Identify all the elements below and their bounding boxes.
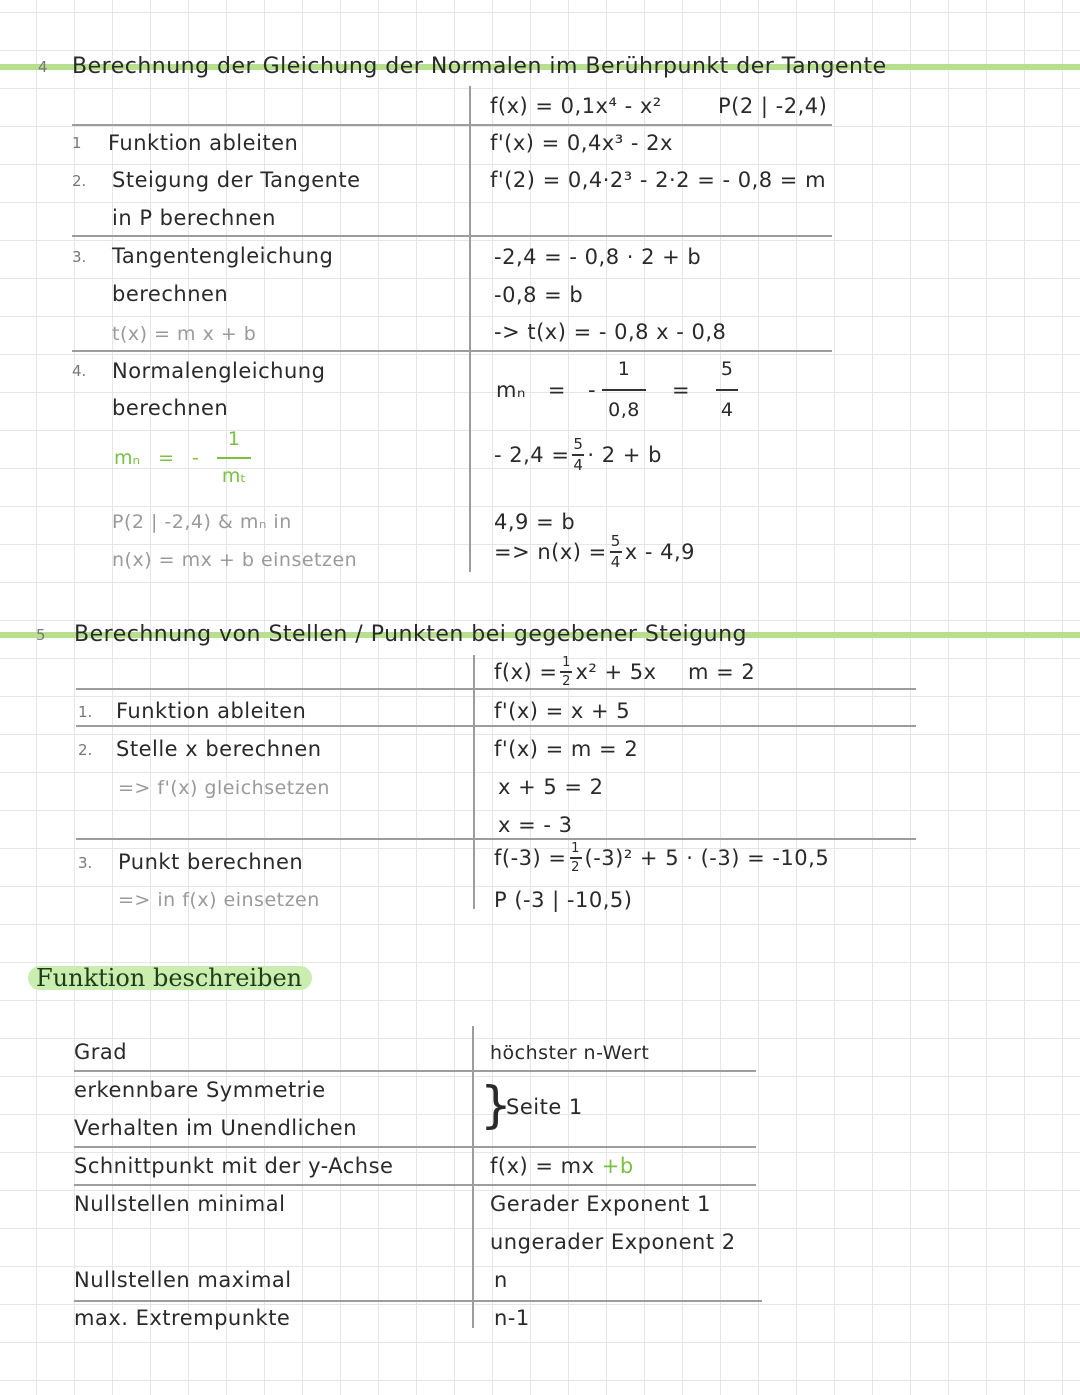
work-line4-right: x - 4,9 (624, 539, 696, 564)
work-line2-den: 4 (573, 455, 584, 474)
s4-step-3-work-line1: -2,4 = - 0,8 · 2 + b (494, 245, 702, 269)
s4-row-rule-3 (72, 350, 832, 352)
s4-step-3-work-line2: -0,8 = b (494, 283, 584, 307)
s4-given-function: f(x) = 0,1x⁴ - x² (490, 94, 662, 118)
s4-row-rule-2 (72, 235, 832, 237)
s5-step-3-fraction (570, 842, 582, 874)
describe-brace-text: Seite 1 (506, 1095, 583, 1119)
s5-step-2-work-line3: x = - 3 (498, 813, 573, 837)
s4-step-4-hint-line1: P(2 | -2,4) & mₙ in (112, 511, 292, 533)
s5-row-rule-1 (76, 688, 916, 690)
work-fraction-2 (716, 360, 738, 420)
s5-step-3-work-line1 (494, 842, 829, 874)
s5-row-rule-3 (76, 838, 916, 840)
s5-given-slope: m = 2 (688, 660, 756, 684)
work-line2-right: · 2 + b (587, 442, 662, 467)
hint-minus: - (192, 447, 199, 469)
work-fraction-2-num: 5 (720, 358, 734, 380)
s5-func-fraction (560, 656, 572, 688)
s4-step-4-label-line2: berechnen (112, 396, 229, 420)
work-fraction-1 (602, 360, 646, 420)
s4-step-3-label-line2: berechnen (112, 282, 229, 306)
describe-row-zeros-max-right: n (494, 1268, 508, 1292)
s4-row-rule-1 (72, 124, 832, 126)
s4-step-4-work-line3: 4,9 = b (494, 510, 576, 534)
work-fraction-1-den: 0,8 (608, 399, 640, 421)
s5-step-3-work-point: P (-3 | -10,5) (494, 888, 633, 912)
describe-row-grad-right: höchster n-Wert (490, 1042, 650, 1064)
describe-row-intercept-right (490, 1154, 634, 1178)
s4-step-4-hint-formula (114, 430, 257, 486)
s4-step-3-label-line1: Tangentengleichung (112, 244, 334, 268)
s5-func-num: 1 (562, 655, 571, 670)
s5-step-1-number: 1. (78, 703, 93, 721)
describe-row-rule-1 (74, 1070, 756, 1072)
s4-step-2-number: 2. (72, 172, 87, 190)
s5-step-2-work-line1: f'(x) = m = 2 (494, 737, 639, 761)
s4-step-2-label-line1: Steigung der Tangente (112, 168, 361, 192)
describe-row-grad-left: Grad (74, 1040, 128, 1064)
hint-fraction (217, 430, 251, 486)
describe-row-rule-3 (74, 1184, 756, 1186)
describe-row-rule-4 (74, 1300, 762, 1302)
describe-row-extrema-right: n-1 (494, 1306, 530, 1330)
describe-row-extrema-left: max. Extrempunkte (74, 1306, 291, 1330)
work-line4-num: 5 (610, 532, 621, 550)
s5-row-rule-2 (76, 725, 916, 727)
s5-step-3-number: 3. (78, 854, 93, 872)
work-eq1: = (547, 378, 566, 402)
s5-step-2-hint: => f'(x) gleichsetzen (118, 777, 330, 799)
s4-step-1-label: Funktion ableiten (108, 131, 299, 155)
s5-step-1-work: f'(x) = x + 5 (494, 699, 631, 723)
section-4-title: Berechnung der Gleichung der Normalen im Berührpunkt der Tangente (72, 54, 887, 79)
s4-step-4-hint-line2: n(x) = mx + b einsetzen (112, 549, 358, 571)
s5-step-3-work-right: (-3)² + 5 · (-3) = -10,5 (584, 845, 830, 870)
describe-row-zeros-min-right-1: Gerader Exponent 1 (490, 1192, 711, 1216)
s5-step-1-label: Funktion ableiten (116, 699, 307, 723)
describe-row-infinity-left: Verhalten im Unendlichen (74, 1116, 358, 1140)
s5-table-divider (473, 655, 475, 909)
s5-step-3-work-left: f(-3) = (494, 845, 567, 870)
work-minus: - (587, 378, 597, 402)
intercept-formula: f(x) = mx (490, 1154, 595, 1178)
work-line2-left: - 2,4 = (494, 442, 570, 467)
describe-row-zeros-min-right-2: ungerader Exponent 2 (490, 1230, 736, 1254)
brace-icon: } (480, 1076, 512, 1134)
s4-table-divider (469, 86, 471, 572)
s5-step-3-den: 2 (571, 859, 580, 875)
s4-step-3-hint: t(x) = m x + b (112, 323, 257, 345)
describe-row-intercept-left: Schnittpunkt mit der y-Achse (74, 1154, 394, 1178)
section-5-title: Berechnung von Stellen / Punkten bei gegebener Steigung (74, 622, 747, 647)
work-fraction-1-num: 1 (617, 358, 631, 380)
work-eq2: = (672, 378, 691, 402)
work-mn: mₙ (496, 378, 526, 402)
s4-step-4-work-line4 (494, 534, 695, 570)
work-fraction-2-den: 4 (720, 399, 734, 421)
s5-step-2-work-line2: x + 5 = 2 (498, 775, 604, 799)
work-line2-fraction (572, 437, 584, 473)
s4-given-point: P(2 | -2,4) (718, 94, 828, 118)
describe-row-zeros-min-left: Nullstellen minimal (74, 1192, 286, 1216)
work-line4-fraction (610, 534, 622, 570)
s5-given-function (494, 656, 657, 688)
describe-row-zeros-max-left: Nullstellen maximal (74, 1268, 292, 1292)
s4-step-4-work-line2 (494, 437, 662, 473)
describe-row-rule-2 (74, 1146, 756, 1148)
section-4-number: 4 (38, 58, 48, 76)
s5-step-2-label: Stelle x berechnen (116, 737, 322, 761)
s4-step-3-number: 3. (72, 248, 87, 266)
describe-heading: Funktion beschreiben (28, 966, 312, 990)
work-line4-den: 4 (610, 552, 621, 571)
work-line2-num: 5 (573, 435, 584, 453)
s5-func-right: x² + 5x (575, 659, 657, 684)
hint-eq: = (158, 447, 175, 469)
s5-func-den: 2 (562, 673, 571, 689)
s5-step-2-number: 2. (78, 741, 93, 759)
section-5-number: 5 (36, 626, 46, 644)
s5-step-3-num: 1 (571, 841, 580, 856)
s4-step-4-number: 4. (72, 362, 87, 380)
s4-step-4-work-slope (496, 360, 744, 420)
s4-step-4-label-line1: Normalengleichung (112, 359, 326, 383)
s4-step-2-label-line2: in P berechnen (112, 206, 276, 230)
work-line4-left: => n(x) = (494, 539, 607, 564)
s4-step-1-number: 1 (72, 134, 82, 152)
s5-step-3-label: Punkt berechnen (118, 850, 304, 874)
s5-step-3-hint: => in f(x) einsetzen (118, 889, 320, 911)
s4-step-2-work: f'(2) = 0,4·2³ - 2·2 = - 0,8 = m (490, 168, 827, 192)
describe-row-symmetry-left: erkennbare Symmetrie (74, 1078, 326, 1102)
s5-func-left: f(x) = (494, 659, 558, 684)
s4-step-3-work-line3: -> t(x) = - 0,8 x - 0,8 (494, 320, 727, 344)
intercept-b: +b (601, 1154, 634, 1178)
s4-step-1-work: f'(x) = 0,4x³ - 2x (490, 131, 673, 155)
hint-mn: mₙ (114, 447, 141, 469)
hint-fraction-num: 1 (227, 428, 240, 450)
hint-fraction-den: mₜ (221, 465, 246, 487)
